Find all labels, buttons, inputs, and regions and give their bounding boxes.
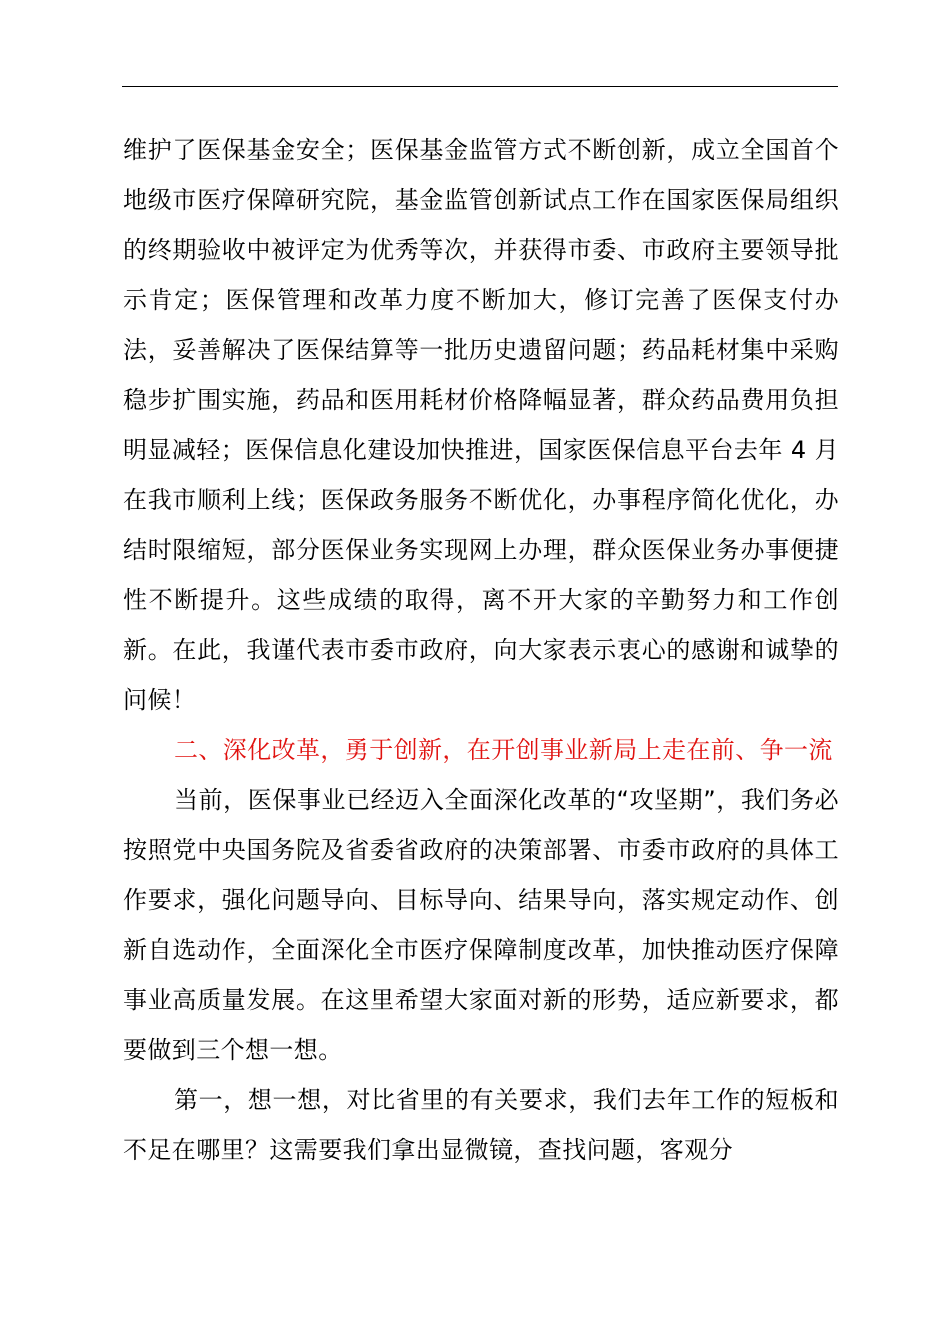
document-body bbox=[123, 125, 839, 1175]
body-paragraph: 当前，医保事业已经迈入全面深化改革的“攻坚期”，我们务必按照党中央国务院及省委省政府的决策部署、市委市政府的具体工作要求，强化问题导向、目标导向、结果导向，落实规定动作、创新自选动作，全面深化全市医疗保障制度改革，加快推动医疗保障事业高质量发展。在这里希望大家面对新的形势，适应新要求，都要做到三个想一想。 bbox=[123, 786, 839, 1064]
section-heading: 二、深化改革，勇于创新，在开创事业新局上走在前、争一流 bbox=[174, 736, 833, 764]
body-paragraph-continued: 维护了医保基金安全；医保基金监管方式不断创新，成立全国首个地级市医疗保障研究院，基金监管创新试点工作在国家医保局组织的终期验收中被评定为优秀等次，并获得市委、市政府主要领导批示肯定；医保管理和改革力度不断加大，修订完善了医保支付办法，妥善解决了医保结算等一批历史遗留问题；药品耗材集中采购稳步扩围实施，药品和医用耗材价格降幅显著，群众药品费用负担明显减轻；医保信息化建设加快推进，国家医保信息平台去年 4 月在我市顺利上线；医保政务服务不断优化，办事程序简化优化，办结时限缩短，部分医保业务实现网上办理，群众医保业务办事便捷性不断提升。这些成绩的取得，离不开大家的辛勤努力和工作创新。在此，我谨代表市委市政府，向大家表示衷心的感谢和诚挚的问候！ bbox=[123, 136, 839, 714]
header-rule bbox=[122, 86, 838, 87]
body-paragraph: 第一，想一想，对比省里的有关要求，我们去年工作的短板和不足在哪里？这需要我们拿出显微镜，查找问题，客观分 bbox=[123, 1086, 839, 1164]
